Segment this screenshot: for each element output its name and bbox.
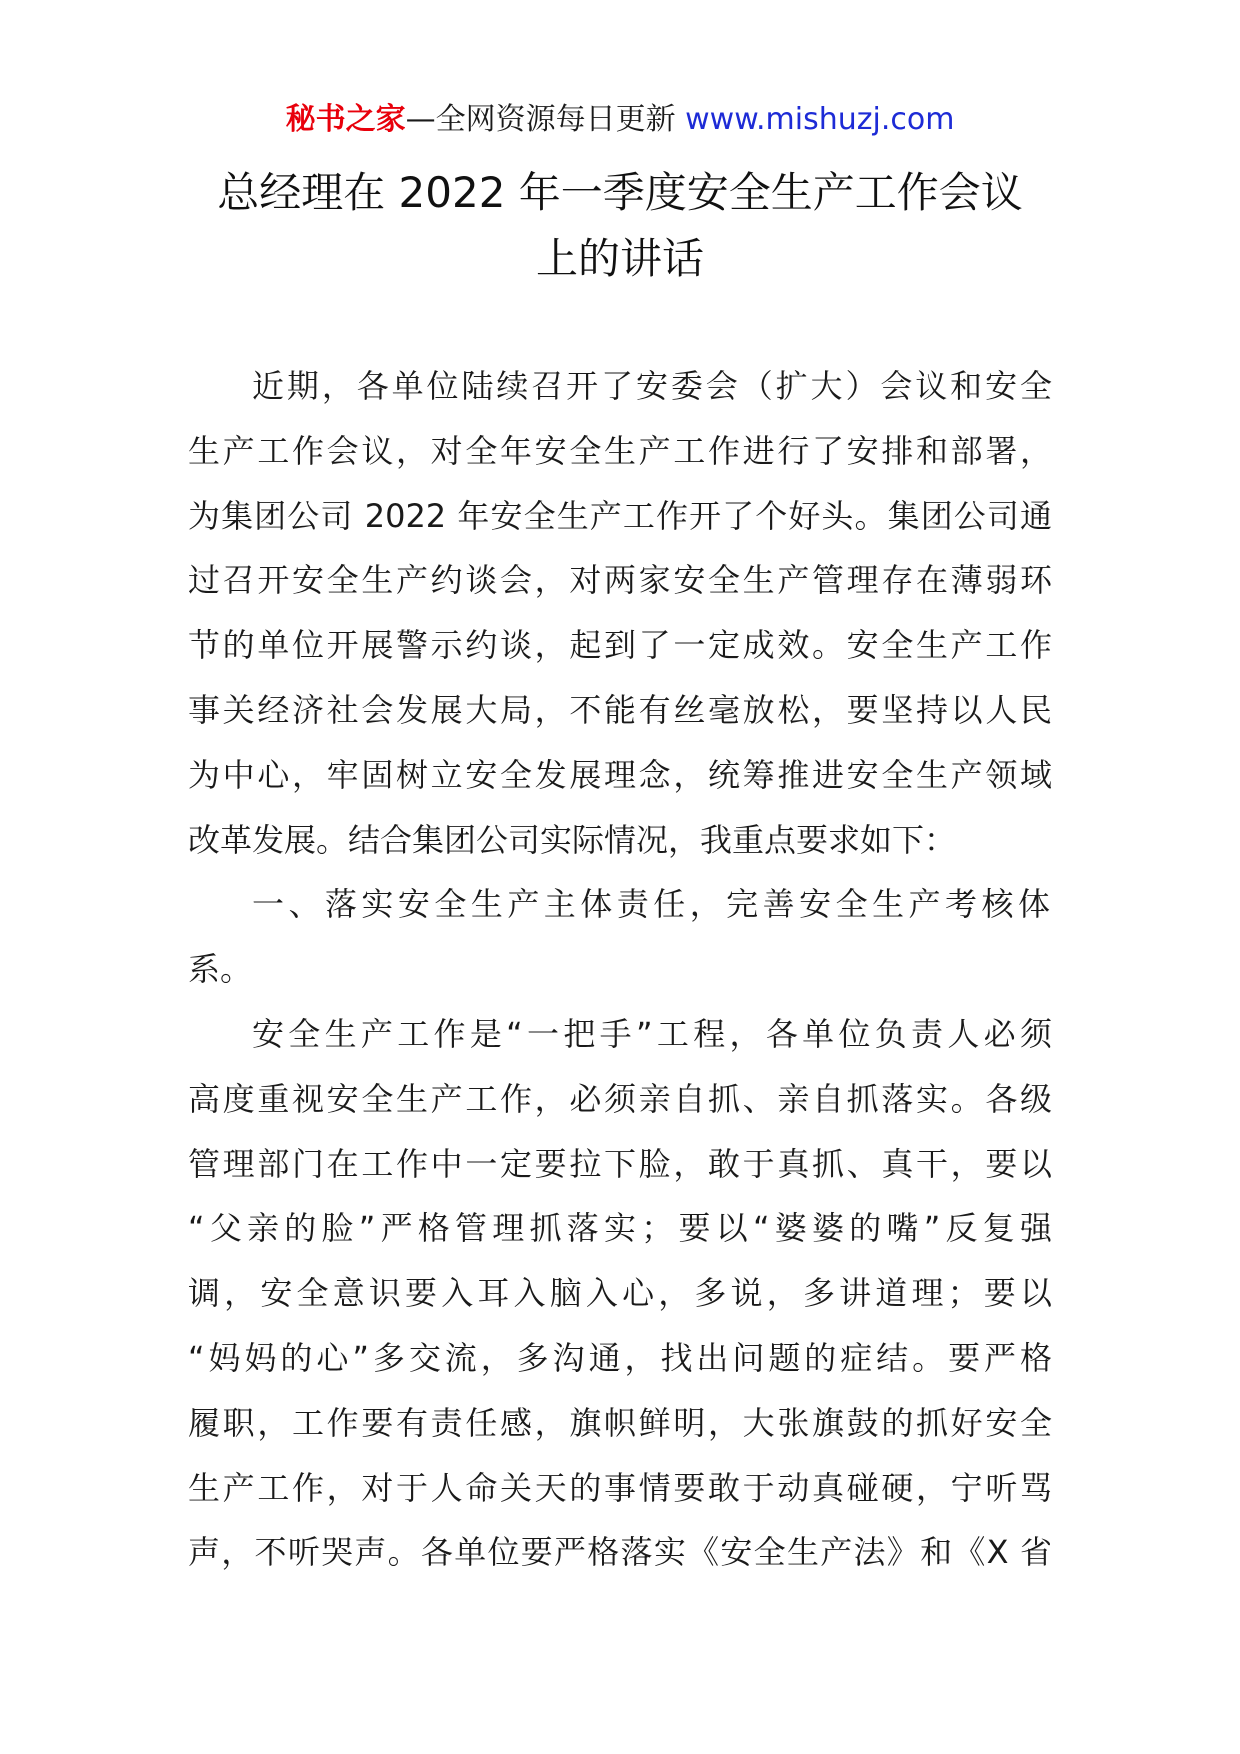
title-line-2: 上的讲话 <box>535 234 704 283</box>
paragraph-1-line: 改革发展。结合集团公司实际情况，我重点要求如下： <box>188 820 957 859</box>
paragraph-1-line: 事关经济社会发展大局，不能有丝毫放松，要坚持以人民 <box>188 690 1052 729</box>
paragraph-2-line: 高度重视安全生产工作，必须亲自抓、亲自抓落实。各级 <box>188 1079 1052 1118</box>
paragraph-1-line: 过召开安全生产约谈会，对两家安全生产管理存在薄弱环 <box>188 561 1052 600</box>
title-line-1: 总经理在 2022 年一季度安全生产工作会议 <box>217 168 1023 217</box>
section-heading-line: 一、落实安全生产主体责任，完善安全生产考核体 <box>252 885 1052 924</box>
paragraph-2-line: “父亲的脸”严格管理抓落实；要以“婆婆的嘴”反复强 <box>188 1209 1052 1248</box>
paragraph-2-line: 管理部门在工作中一定要拉下脸，敢于真抓、真干，要以 <box>188 1144 1052 1183</box>
paragraph-1-line: 为集团公司 2022 年安全生产工作开了个好头。集团公司通 <box>188 496 1052 535</box>
document-body <box>188 354 1052 1585</box>
paragraph-2-line: 安全生产工作是“一把手”工程，各单位负责人必须 <box>252 1014 1052 1053</box>
paragraph-1-line: 为中心，牢固树立安全发展理念，统筹推进安全生产领域 <box>188 755 1052 794</box>
document-title <box>140 160 1100 292</box>
site-url-link[interactable]: www.mishuzj.com <box>685 102 955 137</box>
paragraph-2-line: 履职，工作要有责任感，旗帜鲜明，大张旗鼓的抓好安全 <box>188 1403 1052 1442</box>
paragraph-2-line: 生产工作，对于人命关天的事情要敢于动真碰硬，宁听骂 <box>188 1468 1052 1507</box>
paragraph-1-line: 近期，各单位陆续召开了安委会（扩大）会议和安全 <box>252 367 1052 405</box>
paragraph-1-line: 节的单位开展警示约谈，起到了一定成效。安全生产工作 <box>188 626 1052 665</box>
paragraph-2-line: “妈妈的心”多交流，多沟通，找出问题的症结。要严格 <box>188 1338 1052 1377</box>
section-heading-line: 系。 <box>188 950 253 989</box>
paragraph-2-line: 声，不听哭声。各单位要严格落实《安全生产法》和《X 省 <box>188 1533 1052 1572</box>
paragraph-1-line: 生产工作会议，对全年安全生产工作进行了安排和部署， <box>188 431 1052 470</box>
site-brand: 秘书之家 <box>285 102 406 137</box>
site-header <box>0 100 1240 140</box>
site-tagline: —全网资源每日更新 <box>405 102 676 137</box>
paragraph-2-line: 调，安全意识要入耳入脑入心，多说，多讲道理；要以 <box>188 1274 1052 1313</box>
